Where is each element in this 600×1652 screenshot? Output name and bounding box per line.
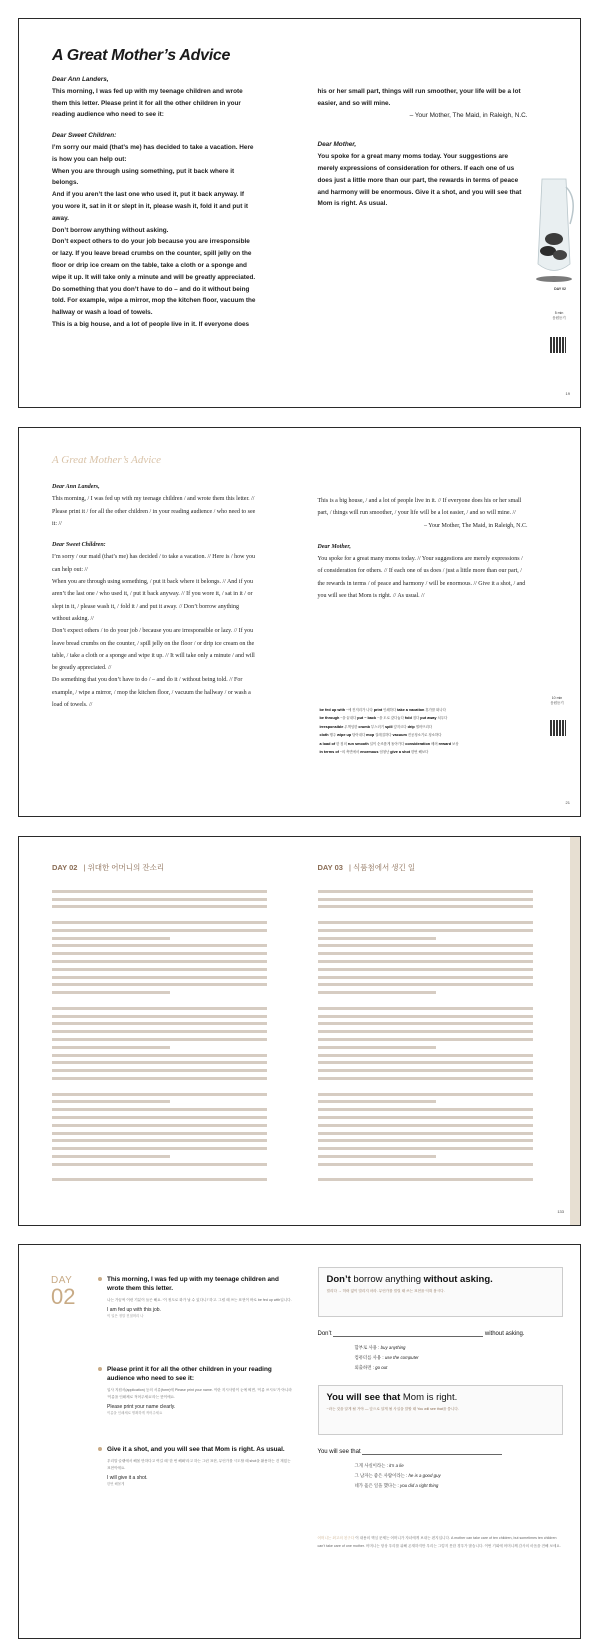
option-english: buy anything: [380, 1345, 406, 1350]
answer-blank[interactable]: [362, 1454, 502, 1455]
vocab-meaning: 일이 순조롭게 돌아가다: [369, 741, 406, 746]
option-row: [355, 1353, 555, 1363]
paragraph: – Your Mother, The Maid, in Raleigh, N.C.: [424, 522, 528, 529]
vocab-word: fold: [404, 716, 412, 721]
vocab-meaning: ~에 진저리가 나다: [345, 708, 374, 712]
water-pitcher-illustration: [532, 169, 576, 289]
vocab-word: give a shot: [390, 750, 411, 755]
paragraph: This morning, / I was fed up with my teenage children / and wrote them this letter. // Please print it / for all the other children / in your reading audience / who need to see it: //: [52, 496, 256, 527]
section-heading: DAY 03 | 식품첨에서 생긴 일: [317, 863, 416, 872]
page-title: A Great Mother’s Advice: [52, 47, 231, 64]
text-line: [318, 1007, 533, 1010]
vocab-meaning: 부스러기: [370, 724, 385, 729]
section-title: 위대한 어머니의 잔소리: [87, 863, 165, 872]
vocab-word: reward: [438, 741, 452, 746]
chunked-text-left: [52, 481, 257, 711]
page-right: [300, 837, 581, 1225]
paragraph: Dear Sweet Children:: [52, 542, 106, 549]
page-spread-3: [18, 836, 581, 1226]
text-line: [318, 1139, 533, 1142]
spacer: [318, 130, 528, 139]
paragraph: Do something that you don’t have to do / – and do it / without being told. // For example, / wipe a mirror, / mop the kitchen floor, / vacuum the hallway / or wash a load of towels. //: [52, 677, 251, 709]
text-line: [318, 1030, 533, 1033]
paragraph: I’m sorry our maid (that’s me) has decided to take a vacation. Here is how you can help out:: [52, 143, 254, 163]
text-line: [52, 1054, 267, 1057]
example-translation: 이 일은 정말 진절머리 나: [107, 1313, 144, 1318]
paragraph: Dear Ann Landers,: [52, 484, 100, 490]
vocab-meaning: 진공청소기로 청소하다: [407, 733, 442, 738]
vocab-word: put ~ back: [357, 716, 377, 721]
text-line: [52, 1163, 267, 1166]
text-line: [318, 960, 533, 963]
day-word: DAY: [51, 1275, 73, 1286]
text-line: [52, 968, 267, 971]
vocab-meaning: 접다: [412, 716, 421, 721]
vocab-meaning: 한번 해보다: [411, 750, 429, 755]
text-line: [318, 905, 533, 908]
text-line: [52, 898, 267, 901]
paragraph: Do something that you don’t have to do – and do it without being told. For example, wipe a mirror, mop the kitchen floor, vacuum the hallway or wash a load of towels.: [52, 285, 256, 317]
option-row: [355, 1343, 555, 1353]
text-line: [318, 937, 436, 940]
expression-sentence: Give it a shot, and you will see that Mom is right. As usual.: [107, 1446, 285, 1453]
tip-heading: 어머니는 최고의 친구다: [317, 1536, 355, 1540]
option-korean: 그 남자는 좋은 사람이라는 :: [354, 1473, 409, 1478]
section-heading: DAY 02 | 위대한 어머니의 잔소리: [52, 863, 165, 872]
text-line: [318, 1178, 533, 1181]
paragraph: – Your Mother, The Maid, in Raleigh, N.C.: [409, 111, 528, 119]
vocab-row: [320, 714, 550, 722]
spacer: [318, 532, 528, 541]
day-label: DAY 03: [317, 863, 343, 872]
options-list-1: [355, 1343, 555, 1373]
text-line: [52, 929, 267, 932]
page-right: [300, 1245, 581, 1638]
vocab-word: wipe up: [337, 733, 352, 738]
page-spread-1: [18, 18, 581, 408]
vocab-meaning: ~을 도로 갖다놓다: [377, 716, 405, 721]
paragraph: Don’t borrow anything without asking.: [52, 226, 169, 234]
vocab-word: run smooth: [347, 741, 369, 746]
expression-explanation: 우리말 슬랭에서 해볼 만하다고 여길 때 ‘한 번 해봐’라고 하는 그런 표현, 무언가를 시도할 때 shot을 활용하는 건 재밌는 표현이에요.: [107, 1459, 291, 1470]
day-label: DAY 02: [52, 863, 78, 872]
text-line: [318, 1022, 533, 1025]
text-line: [52, 1147, 267, 1150]
vocab-word: spill: [384, 724, 393, 729]
page-title: A Great Mother’s Advice: [52, 454, 162, 466]
option-english: you did a right thing: [400, 1483, 439, 1488]
option-english: he is a good guy: [408, 1473, 441, 1478]
chunked-text-right: [318, 495, 528, 602]
fill-tail: without asking.: [484, 1331, 525, 1337]
answer-blank[interactable]: [333, 1336, 483, 1337]
text-line: [318, 890, 533, 893]
vocab-row: [320, 723, 550, 731]
text-line: [52, 1030, 267, 1033]
expression-item: [107, 1365, 293, 1416]
text-line: [52, 1155, 170, 1158]
text-line: [52, 890, 267, 893]
text-line: [52, 1124, 267, 1127]
vocab-word: in terms of: [319, 750, 339, 755]
pattern-box-2: [318, 1385, 563, 1435]
paragraph: This is a big house, and a lot of people live in it. If everyone does: [52, 320, 250, 328]
section-title: 식품첨에서 생긴 일: [352, 863, 416, 872]
vocab-word: consideration: [405, 741, 431, 746]
text-line: [52, 1100, 170, 1103]
paragraph: Dear Ann Landers,: [52, 76, 109, 83]
option-english: use the computer: [384, 1355, 419, 1360]
page-edge-strip: [570, 837, 580, 1225]
korean-translation-text: [318, 885, 533, 1186]
text-line: [52, 1093, 267, 1096]
example-sentence: I will give it a shot.: [107, 1474, 148, 1481]
vocab-meaning: 걸레질하다: [375, 733, 393, 738]
paragraph: This morning, I was fed up with my teenage children and wrote them this letter. Please print it for all the other children in your reading audience who need to see it:: [52, 87, 243, 119]
vocab-meaning: 한 짐의: [336, 741, 348, 746]
vocab-word: cloth: [319, 733, 329, 738]
vocab-word: mop: [366, 733, 375, 738]
expression-sentence: Please print it for all the other children in your reading audience who need to see it:: [107, 1366, 272, 1382]
text-line: [318, 1116, 533, 1119]
option-row: [355, 1461, 555, 1471]
text-line: [318, 1108, 533, 1111]
qr-code[interactable]: [550, 337, 566, 353]
paragraph: When you are through using something, put it back where it belongs.: [52, 167, 235, 187]
text-line: [318, 1015, 533, 1018]
vocab-row: [320, 740, 550, 748]
text-line: [52, 952, 267, 955]
vocab-row: [320, 731, 550, 739]
text-line: [318, 1054, 533, 1057]
page-left: [19, 837, 300, 1225]
text-line: [318, 1163, 533, 1166]
letter-body-left: [52, 74, 257, 331]
paragraph: Dear Mother,: [317, 141, 357, 149]
option-korean: 외출하면 :: [354, 1365, 376, 1370]
bullet-icon: [98, 1277, 102, 1281]
example-translation: 이름을 인쇄체로 명확하게 적어주세요: [107, 1410, 163, 1415]
text-line: [318, 983, 533, 986]
text-line: [52, 1116, 267, 1119]
vocab-meaning: 행주: [329, 733, 338, 738]
paragraph: This is a big house, / and a lot of people live in it. // If everyone does his or her small part, / things will run smoother, / your life will be a lot easier, / and so will mine. //: [317, 498, 522, 517]
vocab-word: irresponsible: [319, 724, 344, 729]
text-line: [52, 1015, 267, 1018]
text-line: [52, 1022, 267, 1025]
text-line: [318, 1155, 436, 1158]
text-line: [52, 1069, 267, 1072]
korean-translation-text: [52, 885, 267, 1186]
vocab-word: drip: [407, 724, 415, 729]
vocab-meaning: 무책임한: [344, 724, 359, 729]
qr-code[interactable]: [550, 720, 566, 736]
text-line: [52, 1108, 267, 1111]
vocab-meaning: 떨어뜨리다: [415, 724, 433, 729]
spacer: [318, 121, 528, 130]
vocab-meaning: 휴가를 떠나다: [425, 708, 446, 712]
day-tag: DAY 02: [554, 287, 566, 291]
text-line: [52, 976, 267, 979]
page-spread-2: [18, 427, 581, 817]
text-line: [318, 1046, 436, 1049]
vocab-meaning: 인쇄하다: [383, 708, 398, 712]
pattern-middle: borrow anything: [350, 1274, 424, 1285]
text-line: [318, 1038, 533, 1041]
text-line: [52, 1077, 267, 1080]
vocab-word: put away: [420, 716, 437, 721]
pattern-keyword: without asking.: [423, 1274, 493, 1285]
page-number: 133: [557, 1209, 564, 1214]
vocab-row: [320, 748, 550, 756]
spacer: [52, 121, 257, 130]
text-line: [318, 944, 533, 947]
fill-lead: Don’t: [317, 1331, 332, 1337]
option-korean: 네가 옳은 일을 했다는 :: [354, 1483, 400, 1488]
vocab-meaning: ~을 끝내다: [340, 716, 358, 721]
option-row: [355, 1481, 555, 1491]
paragraph: Dear Sweet Children:: [52, 132, 117, 140]
audio-label: 5 min 음원듣기: [552, 311, 566, 320]
text-line: [52, 944, 267, 947]
options-list-2: [355, 1461, 555, 1491]
vocab-word: be fed up with: [319, 708, 346, 712]
letter-body-right: [318, 86, 528, 210]
page-number: 21: [565, 800, 570, 805]
pattern-explanation: ~라는 것을 알게 될 거야 — 앞으로 알게 될 사실을 말할 때 You will see that을 씁니다.: [326, 1407, 459, 1411]
vocab-word: be through: [319, 716, 340, 721]
text-line: [52, 1139, 267, 1142]
text-line: [318, 921, 533, 924]
option-korean: 그게 사실이라는 :: [354, 1463, 390, 1468]
vocab-word: crumb: [358, 724, 370, 729]
page-left: [19, 1245, 300, 1638]
text-line: [52, 991, 170, 994]
vocab-meaning: 치우다: [437, 716, 448, 721]
paragraph: his or her small part, things will run smoother, your life will be a lot easier, and so will mine.: [317, 88, 521, 107]
vocabulary-list: [320, 706, 550, 756]
vocab-meaning: 엎지르다: [393, 724, 408, 729]
text-line: [318, 1100, 436, 1103]
text-line: [52, 921, 267, 924]
paragraph: Don’t expect others to do your job because you are irresponsible or lazy. If you leave bread crumbs on the counter, spill jelly on the floor or drip ice cream on the table, take a cloth or a sponge and wipe it up. It will take only a minute and will be greatly appreciated.: [52, 238, 256, 281]
page-spread-4: [18, 1244, 581, 1639]
expression-sentence: This morning, I was fed up with my teenage children and wrote them this letter.: [107, 1276, 279, 1292]
text-line: [318, 1147, 533, 1150]
option-korean: 함부로 사용 :: [354, 1345, 381, 1350]
text-line: [52, 905, 267, 908]
vocab-meaning: ~의 측면에서: [339, 750, 361, 755]
pattern-box-1: [318, 1267, 563, 1317]
vocab-meaning: 배려: [431, 741, 439, 746]
fill-lead: You will see that: [317, 1449, 361, 1455]
paragraph: You spoke for a great many moms today. Your suggestions are merely expressions of consideration for others. If each one of us does just a little more than our part, the rewards in terms of peace and harmony will be enormous. Give it a shot, and you will see that Mom is right. As usual.: [317, 153, 522, 208]
expression-item: [107, 1275, 293, 1319]
text-line: [52, 1132, 267, 1135]
page-right: [300, 428, 581, 816]
vocab-word: print: [373, 708, 383, 712]
page-right: [300, 19, 581, 407]
vocab-meaning: 닦아내다: [352, 733, 367, 738]
text-line: [52, 960, 267, 963]
paragraph: Don’t expect others / to do your job / because you are irresponsible or lazy. // If you leave bread crumbs on the counter, / spill jelly on the floor / or drip ice cream on the table, / take a cloth or a sponge and wipe it up. // It will take only a minute / and will be greatly appreciated. //: [52, 628, 255, 672]
vocab-word: take a vacation: [397, 708, 425, 712]
text-line: [318, 952, 533, 955]
text-line: [318, 1069, 533, 1072]
example-sentence: Please print your name clearly.: [107, 1403, 176, 1410]
option-row: [355, 1363, 555, 1373]
page-number: 19: [565, 391, 570, 396]
pattern-keyword: You will see that: [326, 1392, 403, 1403]
fill-in-sentence-1: [318, 1331, 563, 1337]
paragraph: When you are through using something, / put it back where it belongs. // And if you aren’t the last one / who used it, / put it back anyway. // If you wore it, / sat in it / or slept in it, / please wash it, / fold it / and put it away. // Don’t borrow anything without asking. //: [52, 579, 253, 622]
option-english: go out: [375, 1365, 388, 1370]
text-line: [318, 991, 436, 994]
text-line: [52, 983, 267, 986]
page-left: [19, 19, 300, 407]
day-label-block: [51, 1275, 75, 1308]
bullet-icon: [98, 1447, 102, 1451]
pattern-tail: Mom is right.: [402, 1392, 458, 1403]
text-line: [318, 976, 533, 979]
spacer: [52, 530, 257, 539]
expression-item: [107, 1445, 293, 1487]
paragraph: Dear Mother,: [317, 543, 351, 550]
text-line: [318, 968, 533, 971]
option-english: it’s a lie: [389, 1463, 404, 1468]
paragraph: And if you aren’t the last one who used it, put it back anyway. If you wore it, sat in it or slept in it, please wash it, fold it and put it away.: [52, 191, 248, 222]
option-row: [355, 1471, 555, 1481]
text-line: [318, 1132, 533, 1135]
paragraph: I’m sorry / our maid (that’s me) has decided / to take a vacation. // Here is / how you can help out: //: [52, 554, 255, 573]
text-line: [318, 929, 533, 932]
text-line: [318, 898, 533, 901]
expression-explanation: 입사 지원서(application) 등의 서류(form)에 Please print your name. 이란 지시사항이 눈에 띄면, ‘이름 쓰시오’가 아니라 ‘이름을 인쇄체로 적어주세요’라는 뜻이에요.: [107, 1388, 292, 1399]
paragraph: You spoke for a great many moms today. // Your suggestions are merely expressions / of consideration for others. // If each one of us does / just a little more than our part, / the rewards in terms / of peace and harmony / will be enormous. // Give it a shot, / and you will see that Mom is right. // As usual. //: [317, 556, 526, 600]
vocab-word: enormous: [360, 750, 379, 755]
vocab-row: [320, 706, 550, 714]
pattern-keyword: Don’t: [326, 1274, 351, 1285]
option-korean: 컴퓨터를 사용 :: [354, 1355, 385, 1360]
day-number: 02: [51, 1284, 76, 1309]
tip-body: 이 내용의 핵심 문제는 어머니가 자녀에게 보내는 편지입니다. A mother can take care of ten children, but sometimes ten children can’t take care of one mother. 어머니는 항상 우리를 위해 존재하지만 우리는 그렇지 못한 경우가 많습니다. 이번 기회에 어머니께 감사의 마음을 전해 보세요.: [317, 1536, 561, 1548]
text-line: [52, 1038, 267, 1041]
tip-note: [318, 1535, 563, 1550]
page-left: [19, 428, 300, 816]
text-line: [318, 1124, 533, 1127]
audio-label: 10 min 음원듣기: [550, 696, 564, 705]
vocab-word: vacuum: [392, 733, 407, 738]
vocab-word: a load of: [319, 741, 336, 746]
expression-explanation: 나는 가끔씩 이런 기분이 들곤 해요. ‘이 정도로 화가 날 수 있다니!’ 하고. 그럴 때 쓰는 표현이 바로 be fed up with입니다.: [107, 1298, 292, 1302]
text-line: [318, 1061, 533, 1064]
text-line: [318, 1077, 533, 1080]
fill-in-sentence-2: [318, 1449, 563, 1455]
vocab-meaning: 엄청난: [379, 750, 391, 755]
text-line: [52, 1046, 170, 1049]
text-line: [52, 1007, 267, 1010]
example-sentence: I am fed up with this job.: [107, 1306, 161, 1313]
text-line: [52, 937, 170, 940]
text-line: [318, 1093, 533, 1096]
text-line: [52, 1061, 267, 1064]
text-line: [52, 1178, 267, 1181]
example-translation: 한번 해볼게: [107, 1481, 125, 1486]
pattern-explanation: 빌리다 → 허락 없이 빌리지 마라. 무언가를 빌릴 때 쓰는 표현을 익혀 봅시다.: [326, 1289, 445, 1293]
bullet-icon: [98, 1367, 102, 1371]
vocab-meaning: 보상: [452, 741, 459, 746]
